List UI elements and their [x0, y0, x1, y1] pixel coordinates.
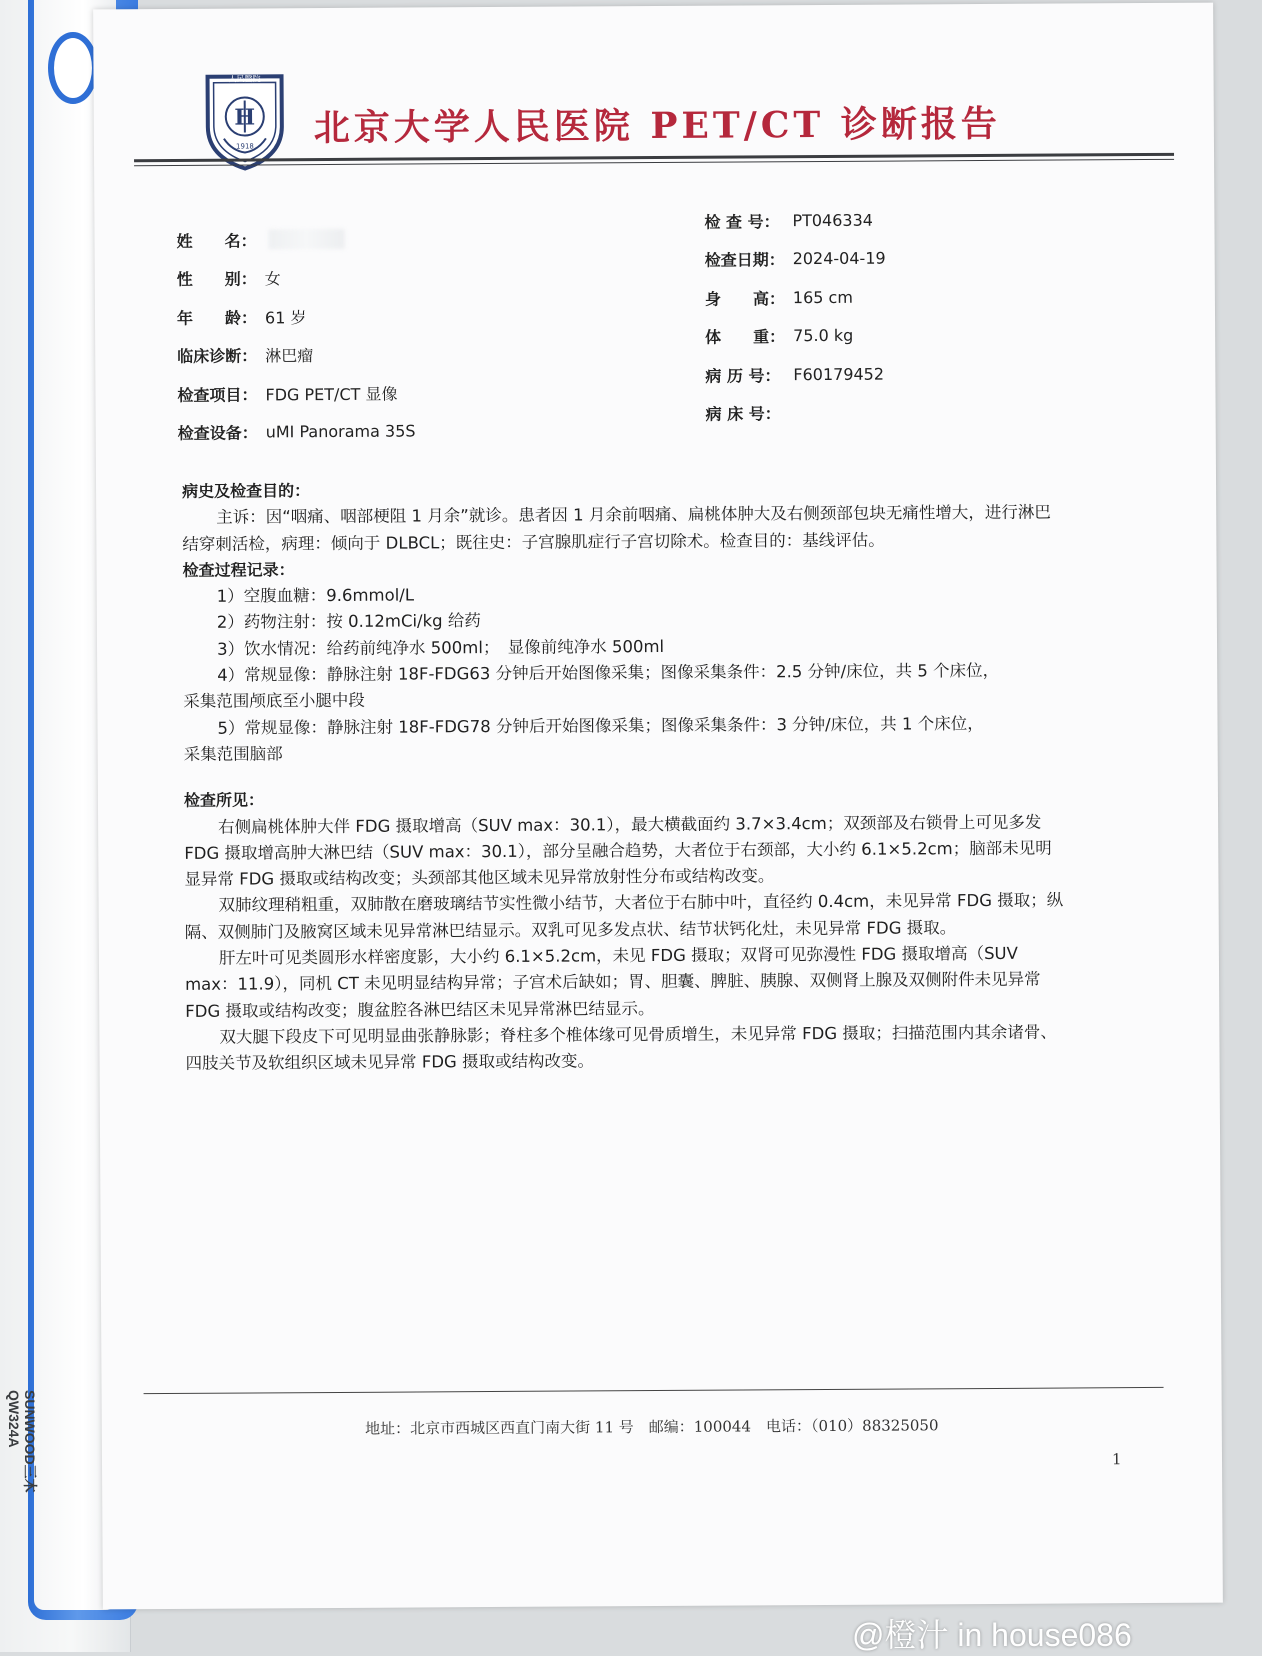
device-label: 检查设备：: [178, 421, 266, 445]
diagnosis-row: [177, 335, 415, 375]
exam-date-row: [705, 239, 886, 279]
exam-date-label: 检查日期：: [705, 247, 793, 271]
name-row: [176, 219, 414, 259]
age-value: 61 岁: [265, 305, 307, 328]
exam-no-row: [704, 201, 885, 241]
report-title: 北京大学人民医院 PET/CT 诊断报告: [314, 96, 1001, 151]
svg-text:1918: 1918: [236, 142, 254, 150]
watermark: @橙汁 in house086: [852, 1610, 1132, 1656]
findings-paragraph: 肝左叶可见类圆形水样密度影，大小约 6.1×5.2cm，未见 FDG 摄取；双肾可见弥漫性 FDG 摄取增高（SUV max：11.9），同机 CT 未见明显结构异常；子宫术后缺如；胃、胆囊、脾脏、胰腺、双侧肾上腺及双侧附件未见异常 FDG 摄取或结构改变；腹盆腔各淋巴结区未见异常淋巴结显示。: [185, 941, 1065, 1025]
procedure-item: 5）常规显像：静脉注射 18F-FDG78 分钟后开始图像采集；图像采集条件：3 分钟/床位，共 1 个床位，: [183, 710, 1063, 742]
findings-title: 检查所见：: [184, 783, 1064, 815]
record-no-label: 病 历 号：: [705, 363, 793, 387]
weight-label: 体 重：: [705, 324, 793, 348]
height-row: [705, 278, 886, 318]
age-row: [177, 296, 415, 336]
height-value: 165 cm: [793, 288, 853, 307]
report-page: [93, 3, 1223, 1610]
svg-text:H: H: [234, 104, 255, 130]
bed-no-row: [705, 393, 886, 433]
procedure-title: 检查过程记录：: [182, 552, 1062, 584]
bed-no-label: 病 床 号：: [706, 401, 794, 425]
binder-hole-icon: [48, 32, 98, 104]
procedure-item-continuation: 采集范围脑部: [184, 736, 1064, 768]
footer-divider: [144, 1387, 1164, 1394]
procedure-item: 1）空腹血糖：9.6mmol/L: [183, 579, 1063, 611]
gender-label: 性 别：: [177, 267, 265, 291]
gender-row: [177, 258, 415, 298]
footer-address: 地址：北京市西城区西直门南大街 11 号 邮编：100044 电话：（010）88325050: [102, 1413, 1202, 1441]
exam-date-value: 2024-04-19: [793, 249, 886, 269]
exam-info: [704, 201, 886, 433]
exam-item-row: [177, 373, 415, 413]
exam-item-value: FDG PET/CT 显像: [265, 381, 397, 405]
findings-paragraph: 双大腿下段皮下可见明显曲张静脉影；脊柱多个椎体缘可见骨质增生，未见异常 FDG 摄取；扫描范围内其余诸骨、四肢关节及软组织区域未见异常 FDG 摄取或结构改变。: [185, 1019, 1065, 1077]
procedure-item: 4）常规显像：静脉注射 18F-FDG63 分钟后开始图像采集；图像采集条件：2.5 分钟/床位，共 5 个床位，: [183, 658, 1063, 690]
folder-model: QW324A: [6, 1390, 22, 1493]
header-divider: [134, 153, 1174, 166]
name-redacted: [268, 229, 344, 249]
history-text: 主诉：因“咽痛、咽部梗阻 1 月余”就诊。患者因 1 月余前咽痛、扁桃体肿大及右侧颈部包块无痛性增大，进行淋巴结穿刺活检，病理：倾向于 DLBCL；既往史：子宫腺肌症行子宫切除术。检查目的：基线评估。: [182, 500, 1062, 558]
gender-value: 女: [265, 267, 281, 290]
report-body: [182, 474, 1066, 1078]
name-label: 姓 名：: [176, 228, 264, 252]
weight-value: 75.0 kg: [793, 326, 853, 345]
svg-text:人民醫院: 人民醫院: [229, 73, 261, 83]
age-label: 年 龄：: [177, 305, 265, 329]
diagnosis-value: 淋巴瘤: [265, 343, 313, 366]
procedure-item-continuation: 采集范围颅底至小腿中段: [183, 684, 1063, 716]
page-number: 1: [1112, 1450, 1122, 1468]
history-title: 病史及检查目的：: [182, 474, 1062, 506]
hospital-logo-icon: [201, 68, 288, 173]
exam-item-label: 检查项目：: [177, 382, 265, 406]
record-no-row: [705, 355, 886, 395]
device-row: [178, 412, 416, 452]
weight-row: [705, 316, 886, 356]
procedure-item: 2）药物注射：按 0.12mCi/kg 给药: [183, 605, 1063, 637]
device-value: uMI Panorama 35S: [266, 422, 416, 442]
height-label: 身 高：: [705, 286, 793, 310]
findings-paragraph: 双肺纹理稍粗重，双肺散在磨玻璃结节实性微小结节，大者位于右肺中叶，直径约 0.4cm，未见异常 FDG 摄取；纵隔、双侧肺门及腋窝区域未见异常淋巴结显示。双乳可见多发点状、结节状钙化灶，未见异常 FDG 摄取。: [185, 888, 1065, 946]
diagnosis-label: 临床诊断：: [177, 344, 265, 368]
folder-brand: [6, 1390, 38, 1493]
record-no-value: F60179452: [793, 364, 884, 384]
findings-paragraph: 右侧扁桃体肿大伴 FDG 摄取增高（SUV max：30.1），最大横截面约 3.7×3.4cm；双颈部及右锁骨上可见多发 FDG 摄取增高肿大淋巴结（SUV max：30.1），部分呈融合趋势，大者位于右颈部，大小约 6.1×5.2cm；脑部未见明显异常 FDG 摄取或结构改变；头颈部其他区域未见异常放射性分布或结构改变。: [184, 809, 1064, 893]
exam-no-label: 检 查 号：: [704, 209, 792, 233]
patient-info: [176, 219, 415, 451]
exam-no-value: PT046334: [792, 210, 873, 229]
procedure-item: 3）饮水情况：给药前纯净水 500ml； 显像前纯净水 500ml: [183, 631, 1063, 663]
folder-brand-name: SUNWOOD三木: [22, 1390, 38, 1493]
